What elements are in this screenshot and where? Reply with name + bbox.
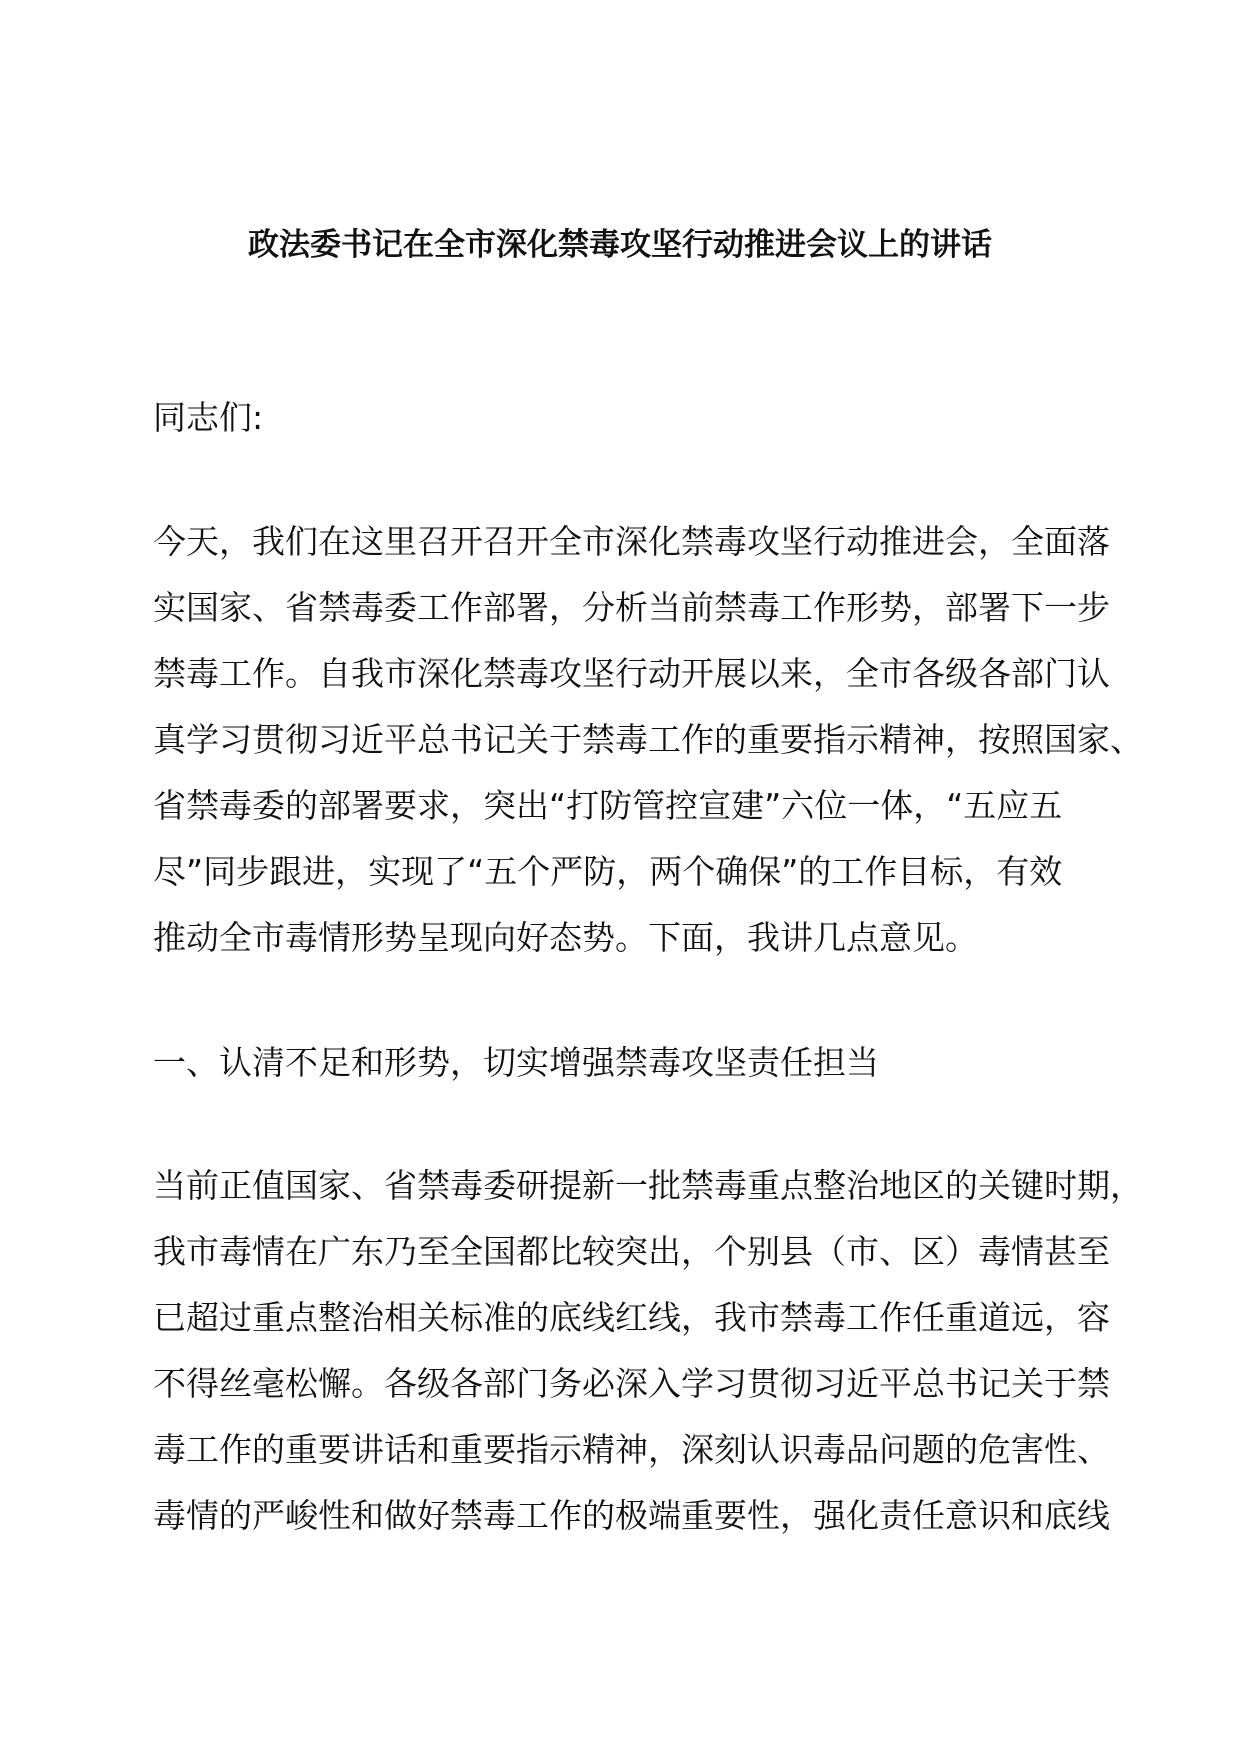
paragraph-line: 禁毒工作。自我市深化禁毒攻坚行动开展以来，全市各级各部门认 (153, 654, 1110, 693)
paragraph-line: 尽”同步跟进，实现了“五个严防，两个确保”的工作目标，有效 (153, 852, 1063, 891)
paragraph-line: 真学习贯彻习近平总书记关于禁毒工作的重要指示精神，按照国家、 (153, 720, 1143, 759)
paragraph-line: 毒情的严峻性和做好禁毒工作的极端重要性，强化责任意识和底线 (153, 1496, 1110, 1535)
paragraph-line: 当前正值国家、省禁毒委研提新一批禁毒重点整治地区的关键时期， (153, 1166, 1143, 1205)
paragraph-line: 我市毒情在广东乃至全国都比较突出，个别县（市、区）毒情甚至 (153, 1232, 1110, 1271)
paragraph-line: 不得丝毫松懈。各级各部门务必深入学习贯彻习近平总书记关于禁 (153, 1364, 1110, 1403)
paragraph-line: 已超过重点整治相关标准的底线红线，我市禁毒工作任重道远，容 (153, 1298, 1110, 1337)
greeting: 同志们: (153, 398, 264, 437)
paragraph-1 (153, 509, 1143, 971)
paragraph-line: 毒工作的重要讲话和重要指示精神，深刻认识毒品问题的危害性、 (153, 1430, 1110, 1469)
paragraph-line: 今天，我们在这里召开召开全市深化禁毒攻坚行动推进会，全面落 (153, 522, 1110, 561)
paragraph-line: 实国家、省禁毒委工作部署，分析当前禁毒工作形势，部署下一步 (153, 588, 1110, 627)
section-heading-1: 一、认清不足和形势，切实增强禁毒攻坚责任担当 (153, 1043, 879, 1082)
paragraph-line: 推动全市毒情形势呈现向好态势。下面，我讲几点意见。 (153, 918, 978, 957)
paragraph-2 (153, 1153, 1143, 1549)
paragraph-line: 省禁毒委的部署要求，突出“打防管控宣建”六位一体，“五应五 (153, 786, 1063, 825)
document-title: 政法委书记在全市深化禁毒攻坚行动推进会议上的讲话 (248, 227, 992, 263)
